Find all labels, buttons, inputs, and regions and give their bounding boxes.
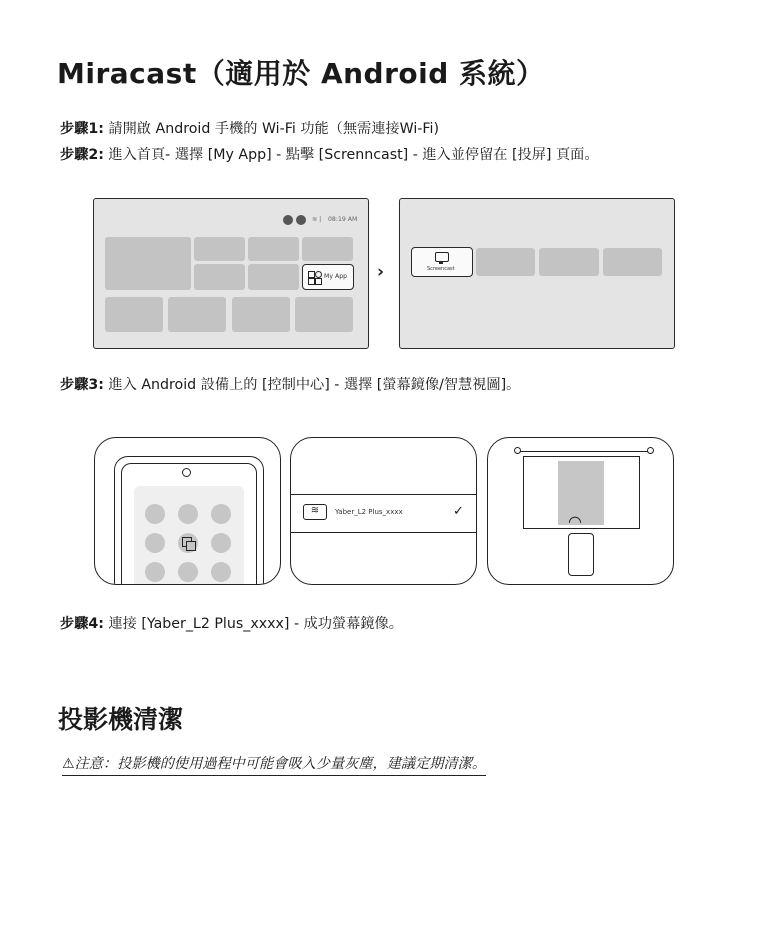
control-toggle <box>145 562 165 582</box>
status-time: 08:19 AM <box>328 216 358 223</box>
app-tile <box>248 264 299 290</box>
screencast-label: Screencast <box>427 266 455 272</box>
step-4 <box>60 614 403 634</box>
app-tile <box>168 297 226 332</box>
control-toggle <box>211 533 231 553</box>
step-text: 連接 [Yaber_L2 Plus_xxxx] - 成功螢幕鏡像。 <box>103 616 403 632</box>
app-tile <box>603 248 662 276</box>
step-label: 步驟4: <box>60 616 104 632</box>
wifi-icon: ≋ | <box>312 216 322 223</box>
home-screen-illustration <box>93 198 369 349</box>
step-text: 進入首頁- 選擇 [My App] - 點擊 [Screnncast] - 進入並停留在 [投屏] 頁面。 <box>103 147 599 163</box>
app-tile <box>302 237 353 261</box>
control-toggle <box>178 562 198 582</box>
device-name: Yaber_L2 Plus_xxxx <box>335 508 403 516</box>
step-1 <box>60 119 439 139</box>
device-list-illustration <box>290 437 477 585</box>
app-tile <box>105 237 191 290</box>
control-toggle <box>211 504 231 524</box>
grid-icon <box>308 271 321 284</box>
gear-icon <box>296 215 306 225</box>
screen-bar <box>518 451 648 452</box>
projection-illustration <box>487 437 674 585</box>
app-tile <box>194 264 245 290</box>
cleaning-warning: ⚠注意：投影機的使用過程中可能會吸入少量灰塵，建議定期清潔。 <box>62 753 486 776</box>
my-app-tile <box>302 264 354 290</box>
step-label: 步驟1: <box>60 121 104 137</box>
app-tile <box>539 248 599 276</box>
cast-device-icon: ≋ <box>303 504 327 520</box>
step-text: 進入 Android 設備上的 [控制中心] - 選擇 [螢幕鏡像/智慧視圖]。 <box>103 377 521 393</box>
app-tile <box>232 297 290 332</box>
step-2 <box>60 145 599 165</box>
page-title: Miracast（適用於 Android 系統） <box>57 57 545 90</box>
app-tile <box>248 237 299 261</box>
app-tile <box>105 297 163 332</box>
control-toggle <box>178 504 198 524</box>
control-toggle <box>145 533 165 553</box>
control-toggle <box>145 504 165 524</box>
step-label: 步驟2: <box>60 147 104 163</box>
step-label: 步驟3: <box>60 377 104 393</box>
myapp-screen-illustration <box>399 198 675 349</box>
app-tile <box>194 237 245 261</box>
screencast-tile <box>411 247 473 277</box>
phone-icon <box>568 533 594 576</box>
chevron-right-icon: › <box>377 262 385 282</box>
camera-icon <box>182 468 191 477</box>
step-text: 請開啟 Android 手機的 Wi-Fi 功能（無需連接Wi-Fi) <box>103 121 439 137</box>
wifi-signal-icon: ◠ <box>568 512 582 531</box>
step-3 <box>60 375 520 395</box>
check-icon: ✓ <box>453 504 464 519</box>
input-icon <box>283 215 293 225</box>
app-tile <box>476 248 535 276</box>
control-toggle <box>211 562 231 582</box>
section-title: 投影機清潔 <box>58 705 184 734</box>
my-app-label: My App <box>324 273 348 280</box>
screen-mirroring-icon <box>178 533 198 553</box>
phone-illustration <box>94 437 281 585</box>
app-tile <box>295 297 353 332</box>
